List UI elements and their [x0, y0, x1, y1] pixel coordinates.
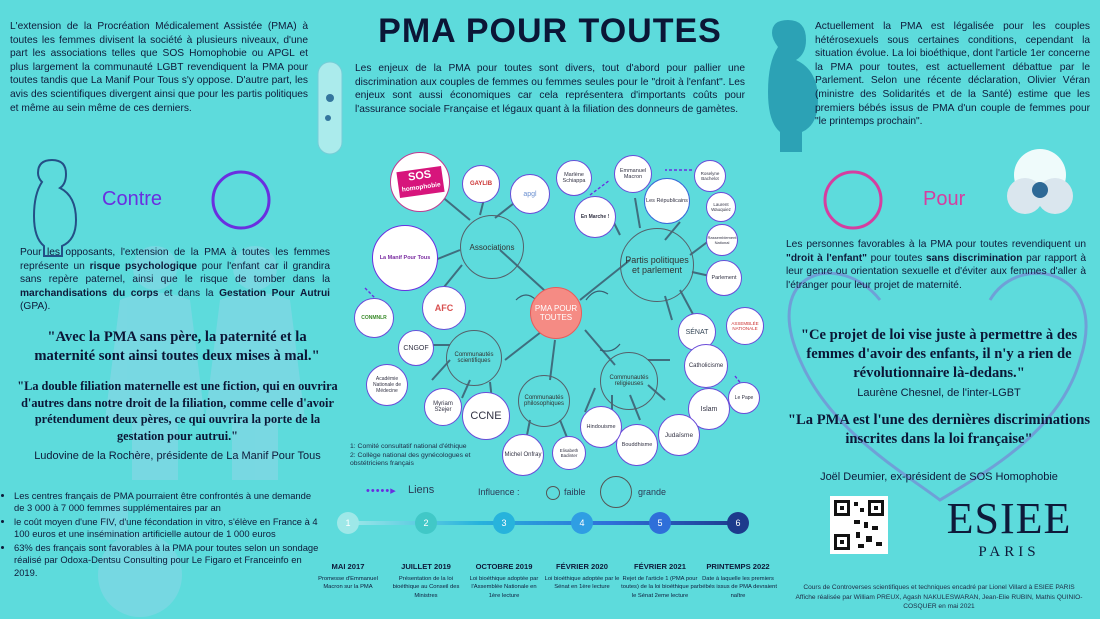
contre-heading: Contre	[102, 188, 163, 210]
esiee-logo-paris: PARIS	[978, 544, 1040, 560]
fact-item: • Les centres français de PMA pourraient être confrontés à une demande de 3 000 à 7 000 femmes supplémentaires par an	[14, 490, 324, 515]
emmanuel-macron-node: Emmanuel Macron	[614, 155, 652, 193]
map-scientifiques-node: Communautés scientifiques	[446, 330, 502, 386]
academie-node: Académie Nationale de Médecine	[366, 364, 408, 406]
footnote-2: 2: Collège national des gynécologues et obstétriciens français	[350, 451, 471, 467]
pour-body-text-3: par rapport à leur genre ou orientation sexuelle et d'éviter aux femmes d'aller à l'étranger pour leur projet de maternité.	[786, 252, 1086, 291]
timeline-num: 1	[345, 518, 351, 528]
timeline-desc-1: Promesse d'Emmanuel Macron sur la PMA	[318, 576, 378, 591]
legend-grande: grande	[638, 487, 667, 497]
timeline-date-4: FÉVRIER 2020	[556, 562, 608, 571]
legend-large-circle	[600, 476, 632, 508]
fact-item: • le coût moyen d'une FIV, d'une fécondation in vitro, s'élève en France à 4 100 euros et une insémination artificielle autour de 1 000 euros	[14, 516, 324, 541]
timeline-desc-5: Rejet de l'article 1 (PMA pour toutes) de la loi bioéthique par le Sénat 2eme lecture	[621, 576, 699, 599]
credits	[780, 583, 1098, 612]
contre-quote-2: "La double filiation maternelle est une fiction, qui en ouvrira d'autres dans notre droit de la filiation, comme celle d'avoir prétendument deux pères, ce qui ouvrira la porte de la gestation pour autrui."	[17, 379, 338, 443]
afc-logo[interactable]: AFC	[422, 286, 466, 330]
timeline-num: 3	[501, 518, 507, 528]
qr-code[interactable]	[830, 496, 888, 554]
sos-homophobie-logo[interactable]	[390, 152, 450, 212]
sos-logo-line-2: homophobie	[400, 181, 441, 194]
timeline-desc-3: Loi bioéthique adoptée par l'Assemblée Nationale en 1ère lecture	[469, 576, 539, 599]
timeline-dot-3	[493, 512, 515, 534]
timeline-num: 2	[423, 518, 429, 528]
intro-left: L'extension de la Procréation Médicalement Assistée (PMA) à toutes les femmes divisent la société à plusieurs niveaux, d'une part les associations telles que SOS Homophobie ou APGL et plus largement la communauté LGBT revendiquent la PMA pour toutes tandis que La Manif Pour Tous s'y oppose. D'autre part, les avis des scientifiques divergent ainsi que pour les partis politiques et même au sein même de ces derniers.	[10, 21, 308, 114]
timeline-date-5: FÉVRIER 2021	[634, 562, 686, 571]
credit-2: Affiche réalisée par William PREUX, Agash NAKULESWARAN, Jean-Elie RUBIN, Mathis QUINIO-COSQUER en mai 2021	[795, 593, 1083, 610]
parlement-node: Parlement	[706, 260, 742, 296]
pour-heading: Pour	[923, 188, 966, 210]
judaisme-node: Judaïsme	[658, 414, 700, 456]
map-center-node: PMA POUR TOUTES	[530, 287, 582, 339]
ccne-node: CCNE	[462, 392, 510, 440]
elisabeth-badinter-node: Elisabeth Badinter	[552, 436, 586, 470]
timeline-desc-4: Loi bioéthique adoptée par le Sénat en 1ère lecture	[544, 576, 620, 591]
contre-body-bold-1: risque psychologique	[89, 260, 197, 272]
map-footnotes	[350, 443, 510, 469]
timeline-num: 5	[657, 518, 663, 528]
legend-dotted-arrow: •••••▸	[366, 485, 397, 497]
timeline-num: 4	[579, 518, 585, 528]
contre-body-bold-3: Gestation Pour Autrui	[219, 287, 330, 299]
timeline-dot-5	[649, 512, 671, 534]
fact-item: • 63% des français sont favorables à la PMA pour toutes selon un sondage réalisé par Odoxa-Dentsu Consulting pour Le Figaro et Franceinfo en 2019.	[14, 542, 324, 579]
timeline-dot-6	[727, 512, 749, 534]
contre-body-text-2: pour l'enfant car il grandira sans repère paternel, ainsi que le risque de tomber dans la	[20, 260, 330, 286]
pour-quote-2: "La PMA est l'une des dernières discriminations inscrites dans la loi française"	[787, 412, 1091, 447]
sos-logo-line-1: SOS	[406, 168, 432, 184]
legend-small-circle	[546, 486, 560, 500]
esiee-logo-text: ESIEE	[946, 494, 1072, 543]
pour-body-text-1: Les personnes favorables à la PMA pour toutes revendiquent un	[786, 239, 1086, 250]
timeline-dot-4	[571, 512, 593, 534]
footnote-1: 1: Comité consultatif national d'éthique	[350, 443, 467, 450]
rn-logo[interactable]: Rassemblement National	[706, 224, 738, 256]
page-title: PMA POUR TOUTES	[378, 12, 722, 50]
conmnlr-logo[interactable]: CONMNLR	[354, 298, 394, 338]
timeline-num: 6	[735, 518, 741, 528]
cngof-node: CNGOF	[398, 330, 434, 366]
roselyne-bachelot-node: Roselyne Bachelot	[694, 160, 726, 192]
contre-body-bold-2: marchandisations du corps	[20, 287, 159, 299]
timeline-desc-6: Date à laquelle les premiers bébés issus de PMA devraient naître	[699, 576, 777, 599]
esiee-logo	[934, 496, 1084, 561]
pape-node: Le Pape	[728, 382, 760, 414]
timeline-desc-2: Présentation de la loi bioéthique au Conseil des Ministres	[392, 576, 460, 599]
pour-quote-1: "Ce projet de loi vise juste à permettre à des femmes d'avoir des enfants, il n'y a rien de révolutionnaire là-dedans."	[800, 327, 1078, 381]
timeline-date-1: MAI 2017	[331, 562, 365, 571]
legend-faible: faible	[564, 487, 586, 497]
legend-influence: Influence :	[478, 487, 520, 497]
assemblee-logo[interactable]: ASSEMBLÉE NATIONALE	[726, 307, 764, 345]
myriam-szejer-node: Myriam Szejer	[424, 388, 462, 426]
contre-body-text-3: et dans la	[158, 287, 220, 299]
contre-author-2: Ludovine de la Rochère, présidente de La Manif Pour Tous	[34, 450, 321, 462]
gaylib-logo[interactable]: GAYLIB	[462, 165, 500, 203]
timeline-date-2: JUILLET 2019	[401, 562, 451, 571]
map-associations-node: Associations	[460, 215, 524, 279]
islam-node: Islam	[688, 388, 730, 430]
pour-body-text-2: pour toutes	[867, 252, 927, 264]
timeline-date-3: OCTOBRE 2019	[475, 562, 533, 571]
timeline-dot-1	[337, 512, 359, 534]
manif-pour-tous-logo[interactable]: La Manif Pour Tous	[372, 225, 438, 291]
hindouisme-node: Hindouisme	[580, 406, 622, 448]
michel-onfray-node: Michel Onfray	[502, 434, 544, 476]
intro-center: Les enjeux de la PMA pour toutes sont divers, tout d'abord pour pallier une discrimination aux couples de femmes ou femmes seules pour le "droit à l'enfant". Les enjeux sont aussi économiques car cela représentera d'importants coûts pour l'assurance sociale Française et légaux quant à la filiation des donneurs de gamètes.	[355, 63, 745, 115]
qr-code-icon	[830, 496, 888, 554]
credit-1: Cours de Controverses scientifiques et techniques encadré par Lionel Villard à ESIEE PARIS	[803, 584, 1075, 591]
contre-quote-1: "Avec la PMA sans père, la paternité et la maternité sont ainsi toutes deux mises à mal."	[34, 329, 320, 364]
apgl-logo[interactable]: apgl	[510, 174, 550, 214]
laurent-wauquiez-node: Laurent Wauquiez	[706, 192, 736, 222]
pour-body-bold-1: "droit à l'enfant"	[786, 252, 868, 264]
contre-body-text-1: Pour les opposants, l'extension de la PMA à toutes les femmes représente un	[20, 247, 330, 272]
lr-logo[interactable]: Les Républicains	[644, 178, 690, 224]
map-religieuses-node: Communautés religieuses	[600, 352, 658, 410]
catholicisme-node: Catholicisme	[684, 344, 728, 388]
map-partis-node: Partis politiques et parlement	[620, 228, 694, 302]
map-philosophiques-node: Communautés philosophiques	[518, 375, 570, 427]
pour-author-2: Joël Deumier, ex-président de SOS Homophobie	[820, 471, 1058, 483]
pour-body-bold-2: sans discrimination	[926, 252, 1023, 264]
pour-author-1: Laurène Chesnel, de l'inter-LGBT	[857, 387, 1021, 399]
timeline-line	[348, 521, 740, 525]
bouddhisme-node: Bouddhisme	[616, 424, 658, 466]
timeline-date-6: PRINTEMPS 2022	[706, 562, 770, 571]
lrem-logo[interactable]: En Marche !	[574, 196, 616, 238]
senat-logo[interactable]: SÉNAT	[678, 313, 716, 351]
timeline-dot-2	[415, 512, 437, 534]
contre-body-text-4: (GPA).	[20, 301, 51, 313]
intro-right: Actuellement la PMA est légalisée pour les couples hétérosexuels sous certaines conditions, cependant la situation évolue. La loi bioéthique, dont l'article 1er concerne la PMA pour toutes, est actuellement débattue par le Parlement. Selon une récente déclaration, Olivier Véran (ministre des Solidarités et de la Santé) estime que les premiers bébés issus de PMA d'un couple de femmes pour "le printemps prochain".	[815, 21, 1090, 128]
legend-liens: Liens	[408, 484, 435, 496]
marlene-schiappa-node: Marlène Schiappa	[556, 160, 592, 196]
map-legend	[366, 482, 686, 506]
